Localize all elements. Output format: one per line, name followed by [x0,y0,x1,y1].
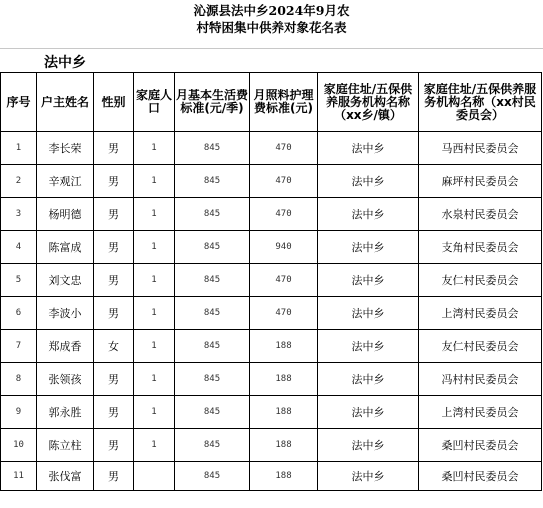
cell-name: 李长荣 [37,132,94,165]
cell-name: 陈富成 [37,231,94,264]
cell-basic-living: 845 [175,396,250,429]
cell-basic-living: 845 [175,132,250,165]
cell-seq: 2 [1,165,37,198]
cell-seq: 9 [1,396,37,429]
cell-address-town: 法中乡 [318,396,419,429]
cell-address-town: 法中乡 [318,330,419,363]
cell-household: 1 [134,231,175,264]
table-row [1,462,542,491]
table-row [1,132,542,165]
document-title [0,2,543,36]
cell-seq: 4 [1,231,37,264]
cell-gender: 男 [94,297,134,330]
cell-address-village: 冯村村民委员会 [419,363,542,396]
cell-address-town: 法中乡 [318,165,419,198]
header-care-fee: 月照料护理费标准(元) [250,73,318,132]
header-household: 家庭人口 [134,73,175,132]
cell-care-fee: 188 [250,462,318,491]
header-address-village: 家庭住址/五保供养服务机构名称（xx村民委员会） [419,73,542,132]
cell-gender: 男 [94,198,134,231]
cell-gender: 男 [94,165,134,198]
cell-basic-living: 845 [175,264,250,297]
table-row [1,231,542,264]
cell-care-fee: 470 [250,132,318,165]
cell-seq: 8 [1,363,37,396]
header-gender: 性别 [94,73,134,132]
cell-address-town: 法中乡 [318,297,419,330]
cell-address-village: 麻坪村民委员会 [419,165,542,198]
table-row [1,198,542,231]
beneficiary-table [0,72,542,491]
cell-name: 陈立柱 [37,429,94,462]
cell-household: 1 [134,429,175,462]
cell-seq: 11 [1,462,37,491]
cell-basic-living: 845 [175,330,250,363]
cell-household: 1 [134,330,175,363]
cell-address-town: 法中乡 [318,231,419,264]
cell-address-village: 上湾村民委员会 [419,396,542,429]
cell-household: 1 [134,165,175,198]
cell-basic-living: 845 [175,198,250,231]
cell-basic-living: 845 [175,231,250,264]
header-address-town: 家庭住址/五保供养服务机构名称（xx乡/镇） [318,73,419,132]
cell-name: 辛观江 [37,165,94,198]
title-line-2: 村特困集中供养对象花名表 [196,20,347,35]
cell-name: 李波小 [37,297,94,330]
cell-address-village: 马西村民委员会 [419,132,542,165]
cell-basic-living: 845 [175,297,250,330]
cell-address-town: 法中乡 [318,132,419,165]
township-label: 法中乡 [44,55,86,71]
cell-name: 刘文忠 [37,264,94,297]
cell-address-village: 友仁村民委员会 [419,330,542,363]
cell-address-town: 法中乡 [318,363,419,396]
cell-address-village: 桑凹村民委员会 [419,462,542,491]
cell-gender: 男 [94,396,134,429]
cell-address-village: 水泉村民委员会 [419,198,542,231]
table-row [1,264,542,297]
cell-care-fee: 188 [250,429,318,462]
cell-seq: 7 [1,330,37,363]
header-name: 户主姓名 [37,73,94,132]
title-divider [0,48,543,49]
cell-name: 杨明德 [37,198,94,231]
cell-care-fee: 188 [250,396,318,429]
cell-household: 1 [134,396,175,429]
table-row [1,396,542,429]
table-row [1,429,542,462]
header-basic-living: 月基本生活费标准(元/季) [175,73,250,132]
cell-household: 1 [134,198,175,231]
cell-address-village: 桑凹村民委员会 [419,429,542,462]
cell-household [134,462,175,491]
cell-seq: 10 [1,429,37,462]
cell-gender: 男 [94,231,134,264]
table-row [1,165,542,198]
cell-seq: 5 [1,264,37,297]
cell-address-village: 支角村民委员会 [419,231,542,264]
cell-household: 1 [134,363,175,396]
cell-gender: 男 [94,462,134,491]
cell-care-fee: 470 [250,165,318,198]
cell-basic-living: 845 [175,462,250,491]
cell-name: 张领孩 [37,363,94,396]
cell-care-fee: 940 [250,231,318,264]
cell-care-fee: 188 [250,363,318,396]
cell-address-village: 上湾村民委员会 [419,297,542,330]
cell-gender: 男 [94,429,134,462]
cell-gender: 男 [94,363,134,396]
table-row [1,363,542,396]
table-header-row [1,73,542,132]
cell-gender: 男 [94,264,134,297]
cell-name: 郑成香 [37,330,94,363]
cell-household: 1 [134,132,175,165]
cell-seq: 3 [1,198,37,231]
cell-address-village: 友仁村民委员会 [419,264,542,297]
cell-name: 郭永胜 [37,396,94,429]
header-seq: 序号 [1,73,37,132]
cell-address-town: 法中乡 [318,198,419,231]
title-line-1: 沁源县法中乡2024年9月农 [193,3,350,18]
cell-care-fee: 470 [250,198,318,231]
table-row [1,297,542,330]
cell-basic-living: 845 [175,165,250,198]
cell-seq: 6 [1,297,37,330]
cell-care-fee: 188 [250,330,318,363]
cell-care-fee: 470 [250,297,318,330]
cell-gender: 女 [94,330,134,363]
cell-seq: 1 [1,132,37,165]
cell-basic-living: 845 [175,363,250,396]
cell-household: 1 [134,264,175,297]
cell-gender: 男 [94,132,134,165]
cell-address-town: 法中乡 [318,462,419,491]
cell-name: 张伐富 [37,462,94,491]
cell-address-town: 法中乡 [318,429,419,462]
cell-care-fee: 470 [250,264,318,297]
cell-address-town: 法中乡 [318,264,419,297]
table-row [1,330,542,363]
cell-basic-living: 845 [175,429,250,462]
cell-household: 1 [134,297,175,330]
